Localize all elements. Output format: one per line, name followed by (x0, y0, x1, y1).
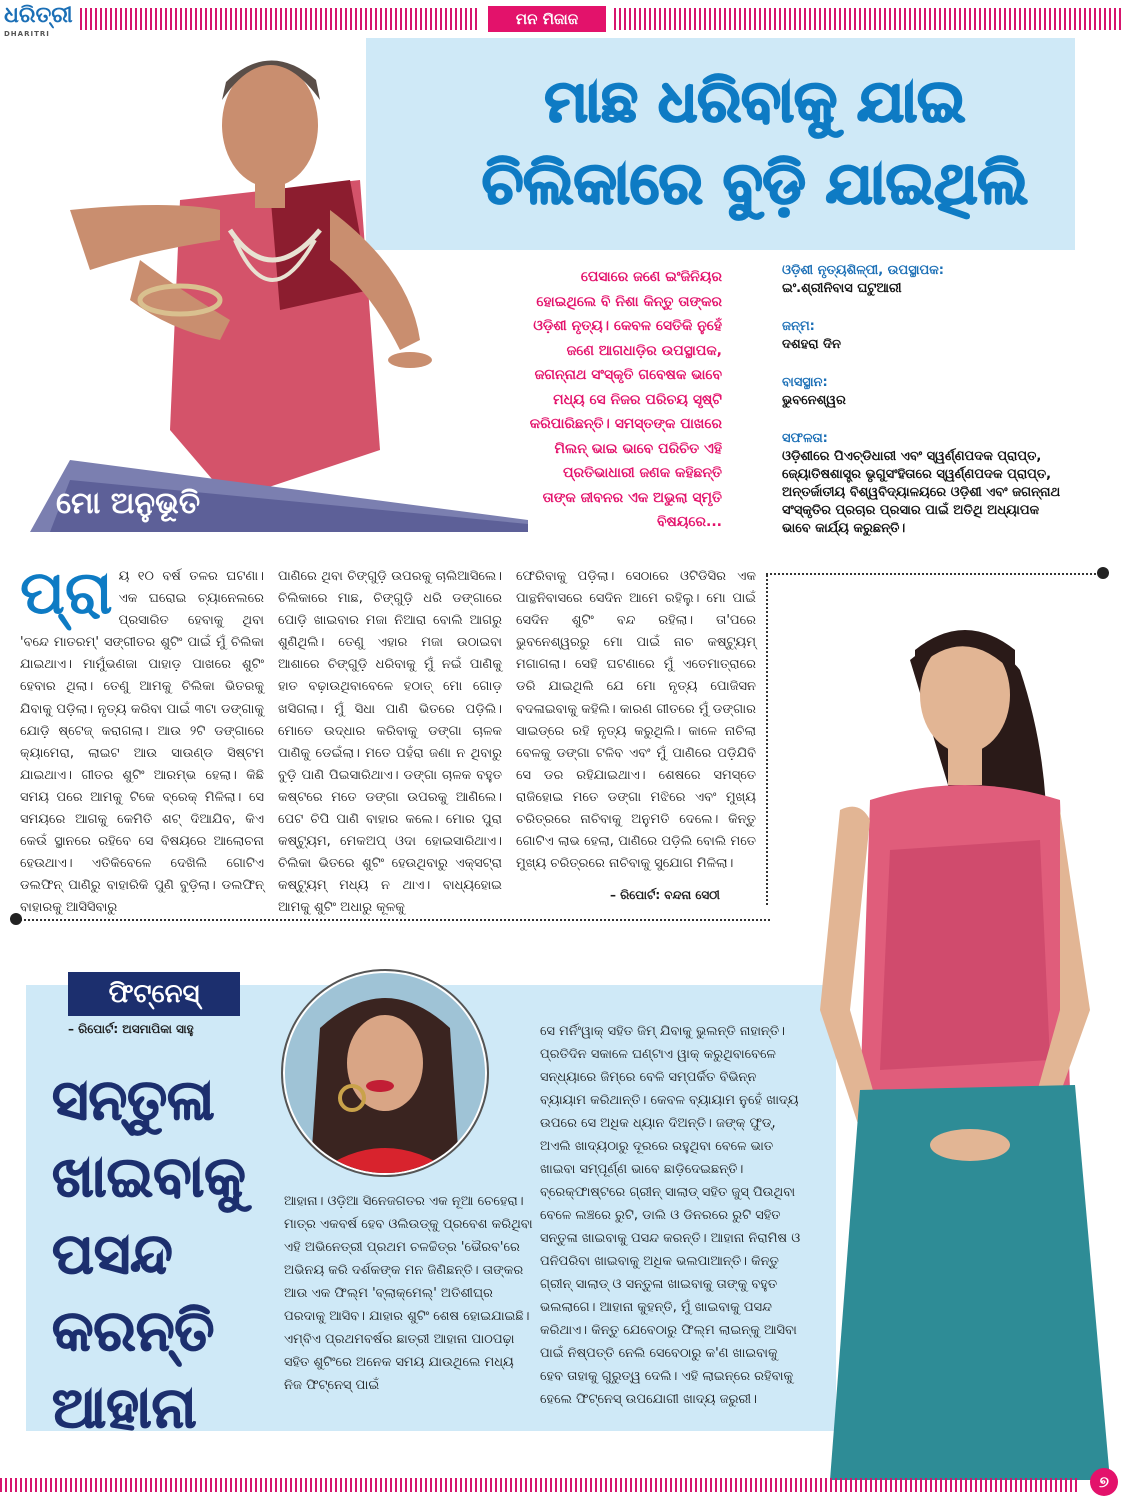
feature-column-1 (20, 558, 264, 916)
logo-text: ଧରିତ୍ରୀ (4, 3, 73, 28)
divider-top (766, 573, 1096, 575)
fitness-headline (52, 1062, 282, 1447)
feature-byline: – ରିପୋର୍ଟ: ବନ୍ଦନା ସେଠୀ (610, 888, 720, 902)
profile-label: ଓଡ଼ିଶୀ ନୃତ୍ୟଶିଳ୍ପୀ, ଉପସ୍ଥାପକ: (782, 263, 944, 278)
profile-value: ଭୁବନେଶ୍ୱର (782, 393, 846, 408)
experience-banner-text: ମୋ ଅନୁଭୂତି (56, 486, 201, 521)
profile-sidebar (782, 262, 1072, 538)
profile-label: ସଫଳତା: (782, 431, 828, 446)
actress-portrait (280, 968, 490, 1178)
fitness-headline-line: ଆହାନା (52, 1376, 197, 1441)
column-text: ଆହାନା। ଓଡ଼ିଆ ସିନେଜଗତର ଏକ ନୂଆ ଚେହେରା। ମାତ୍ର ଏକବର୍ଷ ହେବ ଓଲିଉଡ୍‌କୁ ପ୍ରବେଶ କରିଥିବା ଏହି ଅଭିନେତ୍ରୀ ପ୍ରଥମ ଚଳଚ୍ଚିତ୍ର 'ଭୈରବ'ରେ ଅଭିନୟ କରି ଦର୍ଶକଙ୍କ ମନ ଜିଣିଛନ୍ତି। ତାଙ୍କର ଆଉ ଏକ ଫିଲ୍ମ 'ବ୍ଲାକ୍‌ମେଲ୍' ଅତିଶୀଘ୍ର ପରଦାକୁ ଆସିବ। ଯାହାର ଶୁଟିଂ ଶେଷ ହୋଇଯାଇଛି। ଏମ୍‌ବିଏ ପ୍ରଥମବର୍ଷର ଛାତ୍ରୀ ଆହାନା ପାଠପଢ଼ା ସହିତ ଶୁଟିଂରେ ଅନେକ ସମୟ ଯାଉଥିଲେ ମଧ୍ୟ ନିଜ ଫିଟ୍‌ନେସ୍ ପାଇଁ (284, 1194, 533, 1393)
headline-line-1: ମାଛ ଧରିବାକୁ ଯାଇ (544, 67, 966, 135)
column-text: ୟ ୧୦ ବର୍ଷ ତଳର ଘଟଣା। ଏକ ଘରୋଇ ଚ୍ୟାନେଲରେ ପ୍ରସାରିତ ହେବାକୁ ଥିବା 'ବନ୍ଦେ ମାତରମ୍' ସଙ୍ଗୀତର ଶୁଟିଂ ପାଇଁ ମୁଁ ଚିଲିକା ଯାଇଥାଏ। ମାମୁଁଭଣଜା ପାହାଡ଼ ପାଖରେ ଶୁଟିଂ ହେବାର ଥିଲା। ତେଣୁ ଆମକୁ ଚିଲିକା ଭିତରକୁ ଯିବାକୁ ପଡ଼ିଲା। ନୃତ୍ୟ କରିବା ପାଇଁ ୩ଟା ଡଙ୍ଗାକୁ ଯୋଡ଼ି ଷ୍ଟେଜ୍ କରାଗଲା। ଆଉ ୨ଟି ଡଙ୍ଗାରେ କ୍ୟାମେରା, ଲାଇଟ ଆଉ ସାଉଣ୍ଡ ସିଷ୍ଟମ ଯାଇଥାଏ। ଗୀତର ଶୁଟିଂ ଆରମ୍ଭ ହେଲା। କିଛି ସମୟ ପରେ ଆମକୁ ଟିକେ ବ୍ରେକ୍ ମିଳିଲା। ସେ ସମୟରେ ଆଗକୁ କେମିତି ଶଟ୍ ଦିଆଯିବ, କିଏ କେଉଁ ସ୍ଥାନରେ ରହିବେ ସେ ବିଷୟରେ ଆଲୋଚନା ହେଉଥାଏ। ଏତିକିବେଳେ ଦେଖିଲି ଗୋଟିଏ ଡଲଫିନ୍ ପାଣିରୁ ବାହାରିକି ପୁଣି ବୁଡ଼ିଲା। ଡଲଫିନ୍ ବାହାରକୁ ଆସିସିବାରୁ (20, 569, 264, 916)
section-tag: ମନ ମିଜାଜ (488, 6, 606, 32)
fitness-tag: ଫିଟ୍‌ନେସ୍ (68, 972, 240, 1016)
footer-stripes (0, 1478, 1080, 1492)
feature-headline (440, 60, 1070, 224)
feature-intro: ପେସାରେ ଜଣେ ଇଂଜିନିୟର ହୋଇଥିଲେ ବି ନିଶା କିନ୍ତୁ ତାଙ୍କର ଓଡ଼ିଶୀ ନୃତ୍ୟ। କେବଳ ସେତିକି ନୁହେଁ ଜଣେ ଆଗଧାଡ଼ିର ଉପସ୍ଥାପକ, ଜଗନ୍ନାଥ ସଂସ୍କୃତି ଗବେଷକ ଭାବେ ମଧ୍ୟ ସେ ନିଜର ପରିଚୟ ସୃଷ୍ଟି କରିପାରିଛନ୍ତି। ସମସ୍ତଙ୍କ ପାଖରେ ମିଲନ୍ ଭାଇ ଭାବେ ପରିଚିତ ଏହି ପ୍ରତିଭାଧାରୀ ଜଣକ କହିଛନ୍ତି ତାଙ୍କ ଜୀବନର ଏକ ଅଭୁଲା ସ୍ମୃତି ବିଷୟରେ... (529, 269, 722, 530)
fitness-headline-line: କରନ୍ତି (52, 1299, 215, 1364)
profile-label: ଜନ୍ମ: (782, 319, 815, 334)
column-text: ପାଣିରେ ଥିବା ଚିଙ୍ଗୁଡ଼ି ଉପରକୁ ଚାଲିଆସିଲେ। ଚିଲିକାରେ ମାଛ, ଚିଙ୍ଗୁଡ଼ି ଧରି ଡଙ୍ଗାରେ ପୋଡ଼ି ଖାଇବାର ମଜା ନିଆରା ବୋଲି ଆଗରୁ ଶୁଣିଥିଲି। ତେଣୁ ଏହାର ମଜା ଉଠାଇବା ଆଶାରେ ଚିଙ୍ଗୁଡ଼ି ଧରିବାକୁ ମୁଁ ନଇଁ ପାଣିକୁ ହାତ ବଢ଼ାଉଥିବାବେଳେ ହଠାତ୍ ମୋ ଗୋଡ଼ ଖସିଗଲା। ମୁଁ ସିଧା ପାଣି ଭିତରେ ପଡ଼ିଲି। ମୋତେ ଉଦ୍ଧାର କରିବାକୁ ଡଙ୍ଗା ଚାଳକ ପାଣିକୁ ଡେଇଁଲା। ମତେ ପହଁରା ଜଣା ନ ଥିବାରୁ ବୁଡ଼ି ପାଣି ପିଇସାରିଥାଏ। ଡଙ୍ଗା ଚାଳକ ବହୁତ କଷ୍ଟରେ ମତେ ଡଙ୍ଗା ଉପରକୁ ଆଣିଲେ। ପେଟ ଚିପି ପାଣି ବାହାର କଲେ। ମୋର ପୁରା କଷ୍ଟ୍ୟୁମ, ମେକଅପ୍ ଓଦା ହୋଇସାରିଥାଏ। ଚିଲିକା ଭିତରେ ଶୁଟିଂ ହେଉଥିବାରୁ ଏକ୍ସଟ୍ରା କଷ୍ଟ୍ୟୁମ୍ ମଧ୍ୟ ନ ଥାଏ। ବାଧ୍ୟହୋଇ ଆମକୁ ଶୁଟିଂ ଅଧାରୁ କୂଳକୁ (278, 569, 502, 916)
header-stripes-right (614, 8, 1122, 30)
profile-value: ଇଂ.ଶ୍ରୀନିବାସ ଘଟୁଆରୀ (782, 281, 902, 296)
divider-dot (1097, 567, 1109, 579)
actress-standing-photo (740, 590, 1120, 1480)
fitness-headline-line: ପସନ୍ଦ (52, 1222, 173, 1287)
profile-value: ଦଶହରା ଦିନ (782, 337, 841, 352)
profile-value: ଓଡ଼ିଶୀରେ ପିଏଚ୍‌ଡିଧାରୀ ଏବଂ ସ୍ୱର୍ଣ୍ଣପଦକ ପ୍ରାପ୍ତ, ଜ୍ୟୋତିଷଶାସ୍ତ୍ର ଭୃଗୁସଂହିତାରେ ସ୍ୱର୍ଣ୍ଣପଦକ ପ୍ରାପ୍ତ, ଅନ୍ତର୍ଜାତୀୟ ବିଶ୍ୱବିଦ୍ୟାଳୟରେ ଓଡ଼ିଶୀ ଏବଂ ଜଗନ୍ନାଥ ସଂସ୍କୃତିର ପ୍ରଚାର ପ୍ରସାର ପାଇଁ ଅତିଥି ଅଧ୍ୟାପକ ଭାବେ କାର୍ଯ୍ୟ କରୁଛନ୍ତି। (782, 449, 1061, 536)
fitness-byline: – ରିପୋର୍ଟ: ଅସମାପିକା ସାହୁ (68, 1022, 194, 1036)
column-text: ଫେରିବାକୁ ପଡ଼ିଲା। ସେଠାରେ ଓଟିଡିସିର ଏକ ପାନ୍ଥନିବାସରେ ସେଦିନ ଆମେ ରହିଲୁ। ମୋ ପାଇଁ ସେଦିନ ଶୁଟିଂ ବନ୍ଦ ରହିଲା। ତା'ପରେ ଭୁବନେଶ୍ୱରରୁ ମୋ ପାଇଁ ନାଚ କଷ୍ଟ୍ୟୁମ୍ ମଗାଗଲା। ସେହି ଘଟଣାରେ ମୁଁ ଏତେମାତ୍ରାରେ ଡରି ଯାଇଥିଲି ଯେ ମୋ ନୃତ୍ୟ ପୋଜିସନ ବଦଳାଇବାକୁ କହିଲି। କାରଣ ଗୀତରେ ମୁଁ ଡଙ୍ଗାର ସାଇଡ୍‌ରେ ରହି ନୃତ୍ୟ କରୁଥିଲି। କାଳେ ନାଚିଲା ବେଳକୁ ଡଙ୍ଗା ଟଳିବ ଏବଂ ମୁଁ ପାଣିରେ ପଡ଼ିଯିବି ସେ ଡର ରହିଯାଇଥାଏ। ଶେଷରେ ସମସ୍ତେ ରାଜିହୋଇ ମତେ ଡଙ୍ଗା ମଝିରେ ଏବଂ ମୁଖ୍ୟ ଚରିତ୍ରରେ ନାଚିବାକୁ ଅନୁମତି ଦେଲେ। କିନ୍ତୁ ଗୋଟିଏ ଲାଭ ହେଲା, ପାଣିରେ ପଡ଼ିଲି ବୋଲି ମତେ ମୁଖ୍ୟ ଚରିତ୍ରରେ ନାଚିବାକୁ ସୁଯୋଗ ମିଳିଲା। (516, 569, 756, 872)
fitness-column-1 (284, 1190, 534, 1430)
logo-subtext: DHARITRI (4, 30, 50, 38)
fitness-headline-line: ସନ୍ତୁଳା (52, 1068, 215, 1133)
page-number: ୭ (1090, 1468, 1118, 1496)
header-stripes-left (80, 8, 480, 30)
headline-line-2: ଚିଲିକାରେ ବୁଡ଼ି ଯାଇଥିଲି (482, 149, 1028, 217)
fitness-headline-line: ଖାଇବାକୁ (52, 1145, 246, 1210)
feature-column-3 (516, 566, 756, 884)
feature-column-2 (278, 566, 502, 916)
column-text: ସେ ମର୍ନିଂୱାକ୍ ସହିତ ଜିମ୍ ଯିବାକୁ ଭୁଲନ୍ତି ନାହାନ୍ତି। ପ୍ରତିଦିନ ସକାଳେ ଘଣ୍ଟାଏ ୱାକ୍ କରୁଥିବାବେଳେ ସନ୍ଧ୍ୟାରେ ଜିମ୍‌ରେ ବେଳି ସମ୍ପର୍କିତ ବିଭିନ୍ନ ବ୍ୟାୟାମ କରିଥାନ୍ତି। କେବଳ ବ୍ୟାୟାମ ନୁହେଁ ଖାଦ୍ୟ ଉପରେ ସେ ଅଧିକ ଧ୍ୟାନ ଦିଅନ୍ତି। ଜଙ୍କ୍ ଫୁଡ୍, ଅଏଲି ଖାଦ୍ୟଠାରୁ ଦୂରରେ ରହୁଥିବା ବେଳେ ଭାତ ଖାଇବା ସମ୍ପୂର୍ଣ୍ଣ ଭାବେ ଛାଡ଼ିଦେଇଛନ୍ତି। ବ୍ରେକ୍‌ଫାଷ୍ଟରେ ଗ୍ରୀନ୍ ସାଲାଡ୍ ସହିତ ଜୁସ୍ ପିଉଥିବା ବେଳେ ଲଞ୍ଚରେ ରୁଟି, ଡାଲି ଓ ଡିନରରେ ରୁଟି ସହିତ ସନ୍ତୁଳା ଖାଇବାକୁ ପସନ୍ଦ କରନ୍ତି। ଆହାନା ନିରାମିଷ ଓ ପନିପରିବା ଖାଇବାକୁ ଅଧିକ ଭଲପାଆନ୍ତି। କିନ୍ତୁ ଗ୍ରୀନ୍ ସାଲାଡ୍ ଓ ସନ୍ତୁଳା ଖାଇବାକୁ ତାଙ୍କୁ ବହୁତ ଭଲଲାଗେ। ଆହାନା କୁହନ୍ତି, ମୁଁ ଖାଇବାକୁ ପସନ୍ଦ କରିଥାଏ। କିନ୍ତୁ ଯେବେଠାରୁ ଫିଲ୍ମ ଲାଇନ୍‌କୁ ଆସିବା ପାଇଁ ନିଷ୍ପତ୍ତି ନେଲି ସେବେଠାରୁ କ'ଣ ଖାଇବାକୁ ହେବ ତାହାକୁ ଗୁରୁତ୍ୱ ଦେଲି। ଏହି ଲାଇନ୍‌ରେ ରହିବାକୁ ହେଲେ ଫିଟ୍‌ନେସ୍ ଉପଯୋଗୀ ଖାଦ୍ୟ ଜରୁରୀ। (540, 1024, 801, 1407)
dancer-photo (30, 30, 470, 530)
dropcap: ପ୍ରା (20, 558, 113, 628)
profile-label: ବାସସ୍ଥାନ: (782, 375, 828, 390)
